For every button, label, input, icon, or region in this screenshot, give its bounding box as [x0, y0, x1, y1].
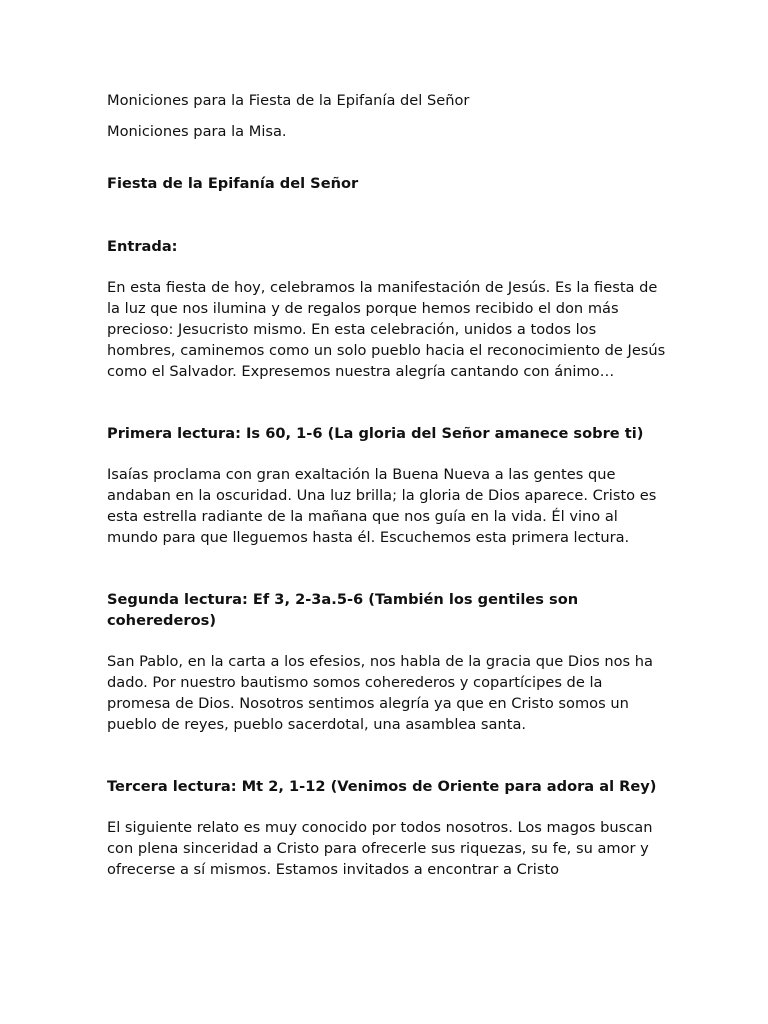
section-heading-tercera-lectura: Tercera lectura: Mt 2, 1-12 (Venimos de Oriente para adora al Rey): [107, 778, 657, 795]
section-body-entrada: En esta fiesta de hoy, celebramos la manifestación de Jesús. Es la fiesta de la luz que nos ilumina y de regalos porque hemos recibido el don más precioso: Jesucristo mismo. En esta celebración, unidos a todos los hombres, caminemos como un solo pueblo hacia el reconocimiento de Jesús como el Salvador. Expresemos nuestra alegría cantando con ánimo…: [107, 279, 666, 380]
section-heading-segunda-lectura: Segunda lectura: Ef 3, 2-3a.5-6 (También los gentiles son coherederos): [107, 591, 579, 629]
document-page: [107, 90, 667, 880]
section-body-segunda-lectura: San Pablo, en la carta a los efesios, nos habla de la gracia que Dios nos ha dado. Por nuestro bautismo somos coherederos y copartícipes de la promesa de Dios. Nosotros sentimos alegría ya que en Cristo somos un pueblo de reyes, pueblo sacerdotal, una asamblea santa.: [107, 653, 653, 733]
document-subtitle: Moniciones para la Misa.: [107, 123, 287, 140]
document-title: Moniciones para la Fiesta de la Epifanía del Señor: [107, 92, 470, 109]
feast-heading: Fiesta de la Epifanía del Señor: [107, 175, 359, 192]
section-heading-entrada: Entrada:: [107, 238, 178, 255]
section-heading-primera-lectura: Primera lectura: Is 60, 1-6 (La gloria del Señor amanece sobre ti): [107, 425, 644, 442]
section-body-primera-lectura: Isaías proclama con gran exaltación la Buena Nueva a las gentes que andaban en la oscuridad. Una luz brilla; la gloria de Dios aparece. Cristo es esta estrella radiante de la mañana que nos guía en la vida. Él vino al mundo para que lleguemos hasta él. Escuchemos esta primera lectura.: [107, 466, 657, 546]
section-body-tercera-lectura: El siguiente relato es muy conocido por todos nosotros. Los magos buscan con plena sinceridad a Cristo para ofrecerle sus riquezas, su fe, su amor y ofrecerse a sí mismos. Estamos invitados a encontrar a Cristo: [107, 819, 653, 878]
